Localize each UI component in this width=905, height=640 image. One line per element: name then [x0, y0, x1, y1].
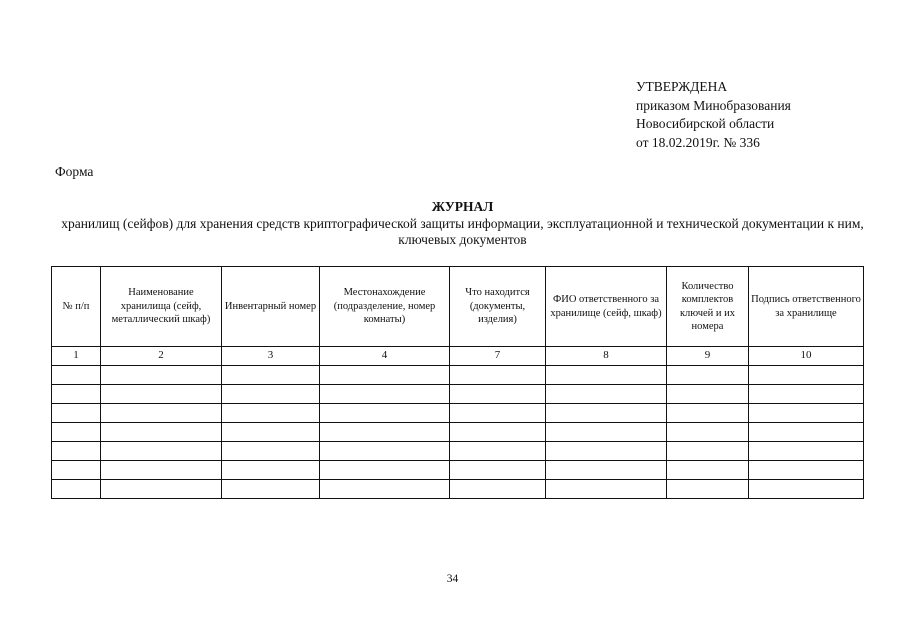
table-cell — [667, 423, 749, 442]
table-cell — [546, 423, 667, 442]
table-row — [52, 442, 864, 461]
table-cell — [749, 461, 864, 480]
table-row — [52, 366, 864, 385]
header-cell-storage-name: Наименование хранилища (сейф, металлический шкаф) — [101, 267, 222, 347]
table-cell — [222, 385, 320, 404]
table-row — [52, 385, 864, 404]
table-row — [52, 404, 864, 423]
table-cell — [546, 404, 667, 423]
table-cell — [749, 423, 864, 442]
title-block — [40, 198, 885, 248]
table-cell — [546, 385, 667, 404]
table-cell — [101, 404, 222, 423]
header-cell-contents: Что находится (документы, изделия) — [450, 267, 546, 347]
table-cell — [320, 461, 450, 480]
table-cell — [52, 404, 101, 423]
approval-stamp — [636, 78, 791, 152]
table-cell — [749, 480, 864, 499]
table-cell — [667, 385, 749, 404]
table-cell — [667, 461, 749, 480]
table-cell — [222, 404, 320, 423]
table-row — [52, 461, 864, 480]
journal-table — [51, 266, 864, 499]
column-number-cell: 4 — [320, 347, 450, 366]
approval-line: Новосибирской области — [636, 116, 775, 131]
table-cell — [450, 442, 546, 461]
table-cell — [667, 480, 749, 499]
table-cell — [320, 442, 450, 461]
table-cell — [320, 423, 450, 442]
table-cell — [667, 442, 749, 461]
table-row — [52, 480, 864, 499]
table-cell — [101, 442, 222, 461]
header-cell-signature: Подпись ответственного за хранилище — [749, 267, 864, 347]
table-cell — [450, 461, 546, 480]
column-number-cell: 10 — [749, 347, 864, 366]
approval-line: УТВЕРЖДЕНА — [636, 79, 728, 94]
table-cell — [101, 480, 222, 499]
form-label: Форма — [55, 164, 94, 179]
column-number-row — [52, 347, 864, 366]
table-cell — [320, 404, 450, 423]
table-cell — [222, 480, 320, 499]
document-subtitle: хранилищ (сейфов) для хранения средств криптографической защиты информации, эксплуатационной и технической документации к ним, ключевых документов — [61, 216, 864, 247]
table-cell — [450, 480, 546, 499]
table-cell — [450, 423, 546, 442]
column-number-cell: 1 — [52, 347, 101, 366]
approval-line: от 18.02.2019г. № 336 — [636, 134, 760, 150]
blank-rows — [52, 366, 864, 499]
table-cell — [546, 366, 667, 385]
page-number: 34 — [446, 573, 459, 585]
table-cell — [450, 404, 546, 423]
table-cell — [101, 423, 222, 442]
table-cell — [101, 385, 222, 404]
table-cell — [222, 461, 320, 480]
column-number-cell: 7 — [450, 347, 546, 366]
table-cell — [222, 366, 320, 385]
table-cell — [222, 442, 320, 461]
table-header-row — [52, 267, 864, 347]
table-cell — [667, 404, 749, 423]
table-cell — [546, 442, 667, 461]
header-cell-key-sets: Количество комплектов ключей и их номера — [667, 267, 749, 347]
table-cell — [749, 442, 864, 461]
table-cell — [101, 461, 222, 480]
table-cell — [450, 385, 546, 404]
table-cell — [450, 366, 546, 385]
table-cell — [52, 366, 101, 385]
table-cell — [320, 480, 450, 499]
table-cell — [52, 385, 101, 404]
table-cell — [667, 366, 749, 385]
table-row — [52, 423, 864, 442]
table-cell — [749, 404, 864, 423]
table-cell — [320, 366, 450, 385]
table-cell — [546, 461, 667, 480]
header-cell-number: № п/п — [52, 267, 101, 347]
column-number-cell: 9 — [667, 347, 749, 366]
column-number-cell: 3 — [222, 347, 320, 366]
header-cell-responsible-name: ФИО ответственного за хранилище (сейф, шкаф) — [546, 267, 667, 347]
approval-line: приказом Минобразования — [636, 97, 791, 113]
header-cell-location: Местонахождение (подразделение, номер комнаты) — [320, 267, 450, 347]
table-cell — [52, 461, 101, 480]
table-cell — [52, 480, 101, 499]
table-cell — [749, 366, 864, 385]
header-cell-inventory-number: Инвентарный номер — [222, 267, 320, 347]
table-cell — [52, 442, 101, 461]
table-cell — [52, 423, 101, 442]
column-number-cell: 2 — [101, 347, 222, 366]
column-number-cell: 8 — [546, 347, 667, 366]
table-cell — [546, 480, 667, 499]
table-cell — [222, 423, 320, 442]
document-title: ЖУРНАЛ — [431, 199, 494, 214]
table-cell — [320, 385, 450, 404]
table-cell — [749, 385, 864, 404]
table-cell — [101, 366, 222, 385]
